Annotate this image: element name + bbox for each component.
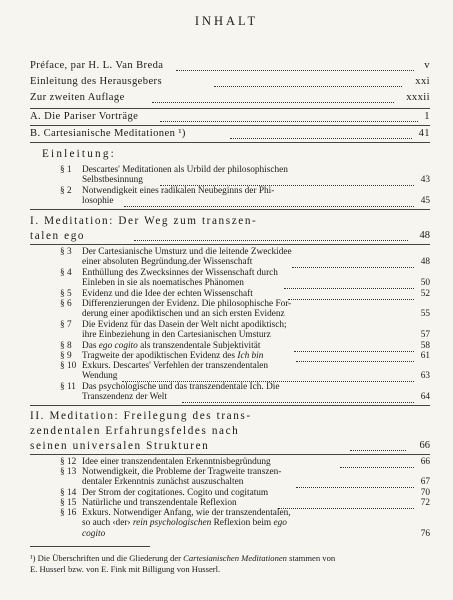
dot-leader — [278, 498, 414, 509]
divider — [30, 405, 430, 406]
dot-leader — [214, 76, 402, 87]
dot-leader — [134, 229, 408, 241]
page-title: INHALT — [194, 14, 259, 28]
divider — [30, 244, 430, 245]
dot-leader — [160, 111, 418, 122]
dot-leader — [296, 351, 414, 362]
dot-leader — [292, 257, 414, 268]
dot-leader — [340, 457, 414, 468]
dot-leader — [122, 371, 414, 382]
dot-leader — [284, 278, 414, 289]
dot-leader — [176, 60, 414, 71]
divider — [30, 454, 430, 455]
dot-leader — [296, 477, 414, 488]
footnote-rule — [30, 546, 150, 547]
divider — [30, 125, 430, 126]
dot-leader — [230, 128, 412, 139]
dot-leader — [350, 439, 406, 451]
divider — [30, 142, 430, 143]
divider — [30, 209, 430, 210]
dot-leader — [288, 289, 414, 300]
dot-leader — [160, 175, 414, 186]
dot-leader — [182, 392, 414, 403]
dot-leader — [124, 196, 414, 207]
footnote: ¹) Die Überschriften und die Gliederung der Cartesianischen Meditationen stammen von E. Husserl bzw. von E. Fink mit Billigung von Husserl. — [30, 553, 336, 574]
toc-page: INHALT Préface, par H. L. Van Breda v Einleitung des Herausgebers xxi Zur zweiten Auflage xxxii A. Die Pariser Vorträge 1 B. Cartesianische Meditationen ¹) 41 Einleitung: § 1 Descartes' Meditationen als Urbild der philosophischen Selbstbesinnung 43 § 2 Notwendigkeit eines radikalen Neubeginns der Phi- losophie 45 I. Meditation: Der Weg zum transzen- talen ego 48 § 3 Der Cartesianische Umsturz und die leitende Zweckidee einer absoluten Begründung.der Wissenschaft 48 § 4 Enthüllung des Zwecksinnes der Wissenschaft durch Einleben in sie als noematisches Phänomen 50 § 5 Evidenz und die Idee der echten Wissenschaft 52 § 6 Differenzierungen der Evidenz. Die philosophische For- derung einer apodiktischen und an sich ersten Evidenz 55 § 7 Die Evidenz für das Dasein der Welt nicht apodiktisch; ihre Einbeziehung in den Cartesianischen Umsturz 57 § 8 Das ego cogito als transzendentale Subjektivität 58 § 9 Tragweite der apodiktischen Evidenz des Ich bin 61 § 10 Exkurs. Descartes' Verfehlen der transzendentalen Wendung 63 § 11 Das psychologische und das transzendentale Ich. Die Transzendenz der Welt 64 II. Meditation: Freilegung des trans- zendentalen Erfahrungsfeldes nach seinen universalen Strukturen 66 § 12 Idee einer transzendentalen Erkenntnisbegründung 66 § 13 Notwendigkeit, die Probleme der Tragweite transzen- dentaler Erkenntnis zunächst auszuschalten 67 § 14 Der Strom der cogitationes. Cogito und cogitatum 70 § 15 Natürliche und transzendentale Reflexion 72 § 16 Exkurs. Notwendiger Anfang, wie der transzendentalen, so auch ‹der› rein psychologischen Reflexion beim ego cogito 76 ¹) Die Überschriften und die Gliederung der Cartesianischen Meditationen stammen von E. Husserl bzw. von E. Fink mit Billigung von Husserl. — [0, 0, 453, 600]
divider — [30, 108, 430, 109]
dot-leader — [152, 92, 394, 103]
